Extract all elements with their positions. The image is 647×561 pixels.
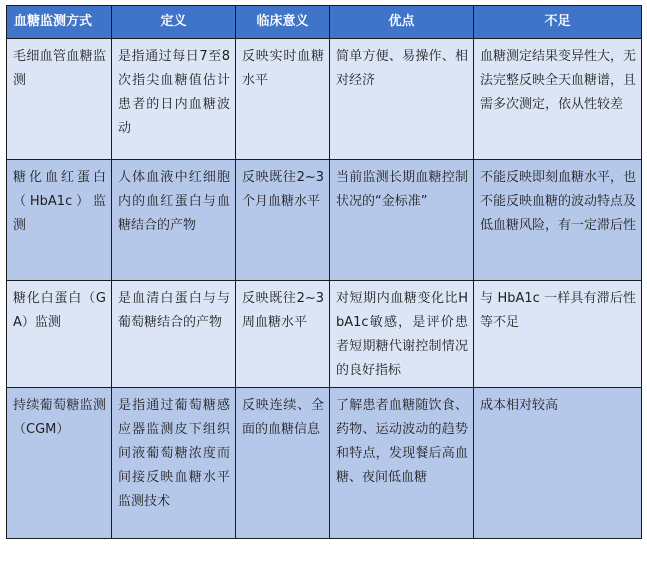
- header-definition: 定义: [112, 6, 236, 39]
- header-disadvantages: 不足: [474, 6, 642, 39]
- cell-clinical: 反映既往2~3周血糖水平: [236, 281, 330, 388]
- cell-pros: 对短期内血糖变化比HbA1c敏感，是评价患者短期糖代谢控制情况的良好指标: [330, 281, 474, 388]
- table-row: [7, 39, 642, 160]
- header-clinical-significance: 临床意义: [236, 6, 330, 39]
- table-row: [7, 281, 642, 388]
- table-row: [7, 160, 642, 281]
- cell-clinical: 反映实时血糖水平: [236, 39, 330, 160]
- cell-cons: 不能反映即刻血糖水平，也不能反映血糖的波动特点及低血糖风险，有一定滞后性: [474, 160, 642, 281]
- cell-clinical: 反映既往2~3个月血糖水平: [236, 160, 330, 281]
- table-row: [7, 388, 642, 539]
- cell-method: 糖化血红蛋白（HbA1c）监测: [7, 160, 112, 281]
- header-method: 血糖监测方式: [7, 6, 112, 39]
- header-advantages: 优点: [330, 6, 474, 39]
- cell-definition: 人体血液中红细胞内的血红蛋白与血糖结合的产物: [112, 160, 236, 281]
- header-row: [7, 6, 642, 39]
- cell-clinical: 反映连续、全面的血糖信息: [236, 388, 330, 539]
- cell-cons: 血糖测定结果变异性大，无法完整反映全天血糖谱，且需多次测定，依从性较差: [474, 39, 642, 160]
- cell-pros: 了解患者血糖随饮食、药物、运动波动的趋势和特点，发现餐后高血糖、夜间低血糖: [330, 388, 474, 539]
- cell-method: 糖化白蛋白（GA）监测: [7, 281, 112, 388]
- cell-pros: 当前监测长期血糖控制状况的“金标准”: [330, 160, 474, 281]
- cell-cons: 成本相对较高: [474, 388, 642, 539]
- cell-method: 持续葡萄糖监测（CGM）: [7, 388, 112, 539]
- glucose-monitoring-table: [6, 5, 642, 539]
- cell-method: 毛细血管血糖监测: [7, 39, 112, 160]
- cell-definition: 是指通过葡萄糖感应器监测皮下组织间液葡萄糖浓度而间接反映血糖水平监测技术: [112, 388, 236, 539]
- cell-pros: 简单方便、易操作、相对经济: [330, 39, 474, 160]
- cell-definition: 是血清白蛋白与与葡萄糖结合的产物: [112, 281, 236, 388]
- cell-cons: 与 HbA1c 一样具有滞后性等不足: [474, 281, 642, 388]
- cell-definition: 是指通过每日7至8次指尖血糖值估计患者的日内血糖波动: [112, 39, 236, 160]
